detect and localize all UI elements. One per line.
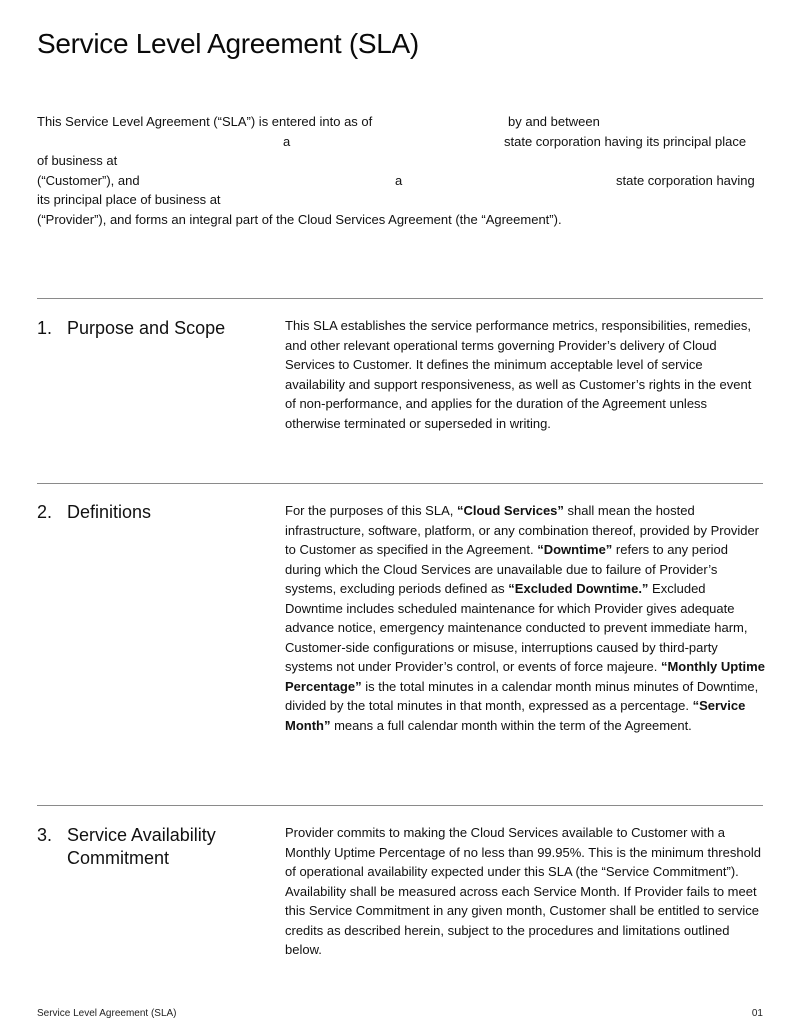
definition-text: shall mean the hosted infrastructure, software, platform, or any combination thereof, provided by Provider to Customer as specified in the Agreement. (285, 503, 759, 557)
intro-text: of business at (37, 153, 118, 168)
definition-text: means a full calendar month within the term of the Agreement. (330, 717, 692, 733)
intro-text: (“Customer”), and (37, 172, 140, 188)
defined-term-excluded-downtime: “Excluded Downtime.” (508, 581, 649, 596)
intro-text: (“Provider”), and forms an integral part of the Cloud Services Agreement (the “Agreement”). (37, 211, 562, 227)
intro-text: a (395, 172, 403, 188)
page-number: 01 (751, 1008, 763, 1019)
defined-term-service-month: “Service Month” (285, 698, 746, 733)
intro-text: a (283, 133, 291, 149)
intro-paragraph (37, 112, 763, 229)
section-title: Definitions (67, 502, 152, 522)
intro-text: state corporation having (616, 172, 755, 188)
section-title: Purpose and Scope (67, 318, 226, 338)
intro-line (37, 171, 763, 191)
section-number: 2. (37, 502, 53, 522)
intro-line (37, 151, 763, 171)
intro-line (37, 132, 763, 152)
definition-text: Excluded Downtime includes scheduled maintenance for which Provider gives adequate advance notice, emergency maintenance conducted to prevent immediate harm, Customer-side configurations or misuse, interruptions caused by third-party systems not under Provider’s control, or events of force majeure. (285, 581, 748, 674)
intro-text: its principal place of business at (37, 192, 221, 207)
section-body-definitions (285, 501, 765, 735)
defined-term-monthly-uptime: “Monthly Uptime Percentage” (285, 659, 765, 694)
section-heading-availability (37, 824, 247, 870)
definition-text: refers to any period during which the Cloud Services are unavailable due to failure of Provider’s systems, excluding periods defined as (285, 542, 728, 596)
intro-text: by and between (508, 114, 600, 129)
definition-text: is the total minutes in a calendar month minus minutes of Downtime, divided by the total minutes in that month, expressed as a percentage. (285, 678, 759, 713)
section-body-purpose: This SLA establishes the service performance metrics, responsibilities, remedies, and other relevant operational terms governing Provider’s delivery of Cloud Services to Customer. It defines the minimum acceptable level of service availability and support responsiveness, as well as Customer’s rights in the event of non-performance, and applies for the duration of the Agreement unless otherwise terminated or superseded in writing. (285, 318, 752, 431)
intro-line (37, 112, 763, 132)
section-body-availability: Provider commits to making the Cloud Services available to Customer with a Monthly Uptime Percentage of no less than 99.95%. This is the minimum threshold of operational availability expected under this SLA (the “Service Commitment”). Availability shall be measured across each Service Month. If Provider fails to meet this Service Commitment in any given month, Customer shall be entitled to service credits as described herein, subject to the procedures and limitations outlined below. (285, 825, 761, 957)
intro-line (37, 210, 763, 230)
footer-document-title: Service Level Agreement (SLA) (37, 1008, 177, 1019)
section-title: Service Availability Commitment (67, 825, 216, 868)
defined-term-downtime: “Downtime” (537, 542, 613, 557)
section-heading-purpose (37, 317, 267, 340)
defined-term-cloud-services: “Cloud Services” (456, 503, 564, 518)
intro-line (37, 190, 763, 210)
section-heading-definitions (37, 501, 267, 524)
intro-text: state corporation having its principal place (504, 133, 747, 149)
section-number: 1. (37, 318, 53, 338)
section-number: 3. (37, 825, 53, 845)
intro-text: This Service Level Agreement (“SLA”) is entered into as of (37, 114, 373, 129)
section-divider (37, 298, 763, 299)
section-divider (37, 805, 763, 806)
definition-text: For the purposes of this SLA, (285, 503, 457, 518)
page-title: Service Level Agreement (SLA) (37, 28, 419, 59)
section-divider (37, 483, 763, 484)
